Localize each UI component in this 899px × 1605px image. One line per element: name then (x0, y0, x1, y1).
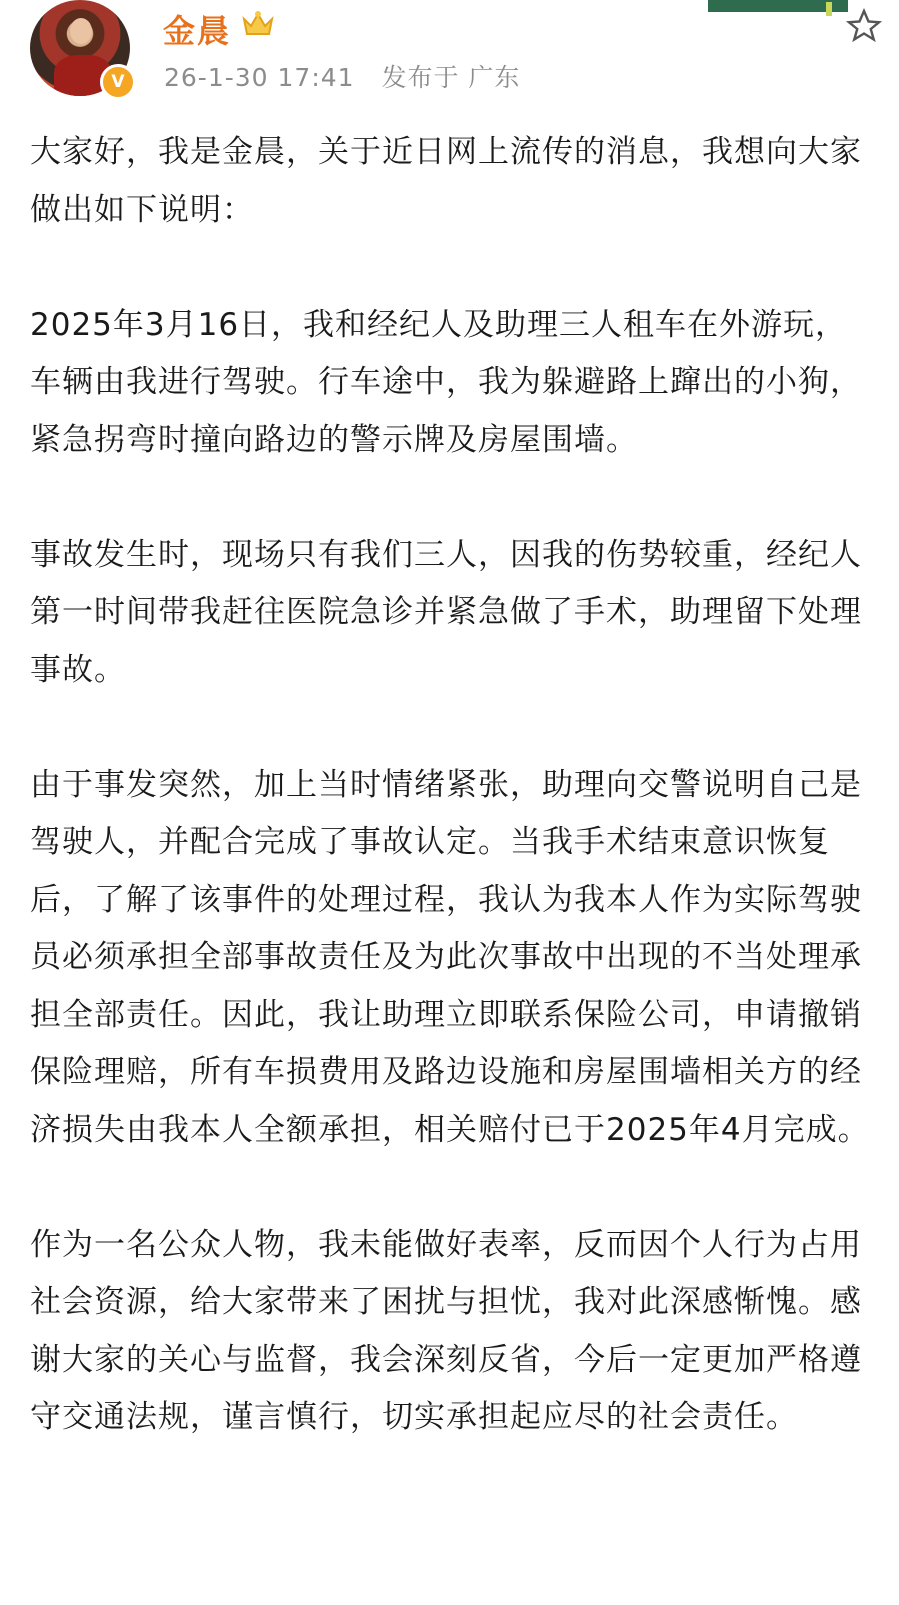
post-body (30, 124, 875, 1447)
star-outline-icon[interactable] (846, 8, 882, 44)
top-decoration (708, 0, 848, 16)
post-location: 发布于 广东 (381, 63, 521, 92)
post-paragraph: 2025年3月16日，我和经纪人及助理三人租车在外游玩，车辆由我进行驾驶。行车途中，我为躲避路上蹿出的小狗，紧急拐弯时撞向路边的警示牌及房屋围墙。 (30, 306, 862, 458)
post-paragraph: 作为一名公众人物，我未能做好表率，反而因个人行为占用社会资源，给大家带来了困扰与担忧，我对此深感惭愧。感谢大家的关心与监督，我会深刻反省，今后一定更加严格遵守交通法规，谨言慎行，切实承担起应尽的社会责任。 (30, 1226, 862, 1435)
post-meta (164, 58, 520, 94)
avatar-face (70, 18, 92, 44)
verified-v-icon: V (100, 64, 136, 100)
post-paragraph: 事故发生时，现场只有我们三人，因我的伤势较重，经纪人第一时间带我赶往医院急诊并紧急做了手术，助理留下处理事故。 (30, 536, 862, 688)
crown-icon (241, 9, 275, 39)
post-header (0, 0, 899, 110)
post-date: 26-1-30 17:41 (164, 63, 355, 92)
post-paragraph: 由于事发突然，加上当时情绪紧张，助理向交警说明自己是驾驶人，并配合完成了事故认定。当我手术结束意识恢复后，了解了该事件的处理过程，我认为我本人作为实际驾驶员必须承担全部事故责任及为此次事故中出现的不当处理承担全部责任。因此，我让助理立即联系保险公司，申请撤销保险理赔，所有车损费用及路边设施和房屋围墙相关方的经济损失由我本人全额承担，相关赔付已于2025年4月完成。 (30, 766, 870, 1148)
username[interactable]: 金晨 (163, 12, 232, 50)
post-paragraph: 大家好，我是金晨，关于近日网上流传的消息，我想向大家做出如下说明： (30, 134, 862, 228)
